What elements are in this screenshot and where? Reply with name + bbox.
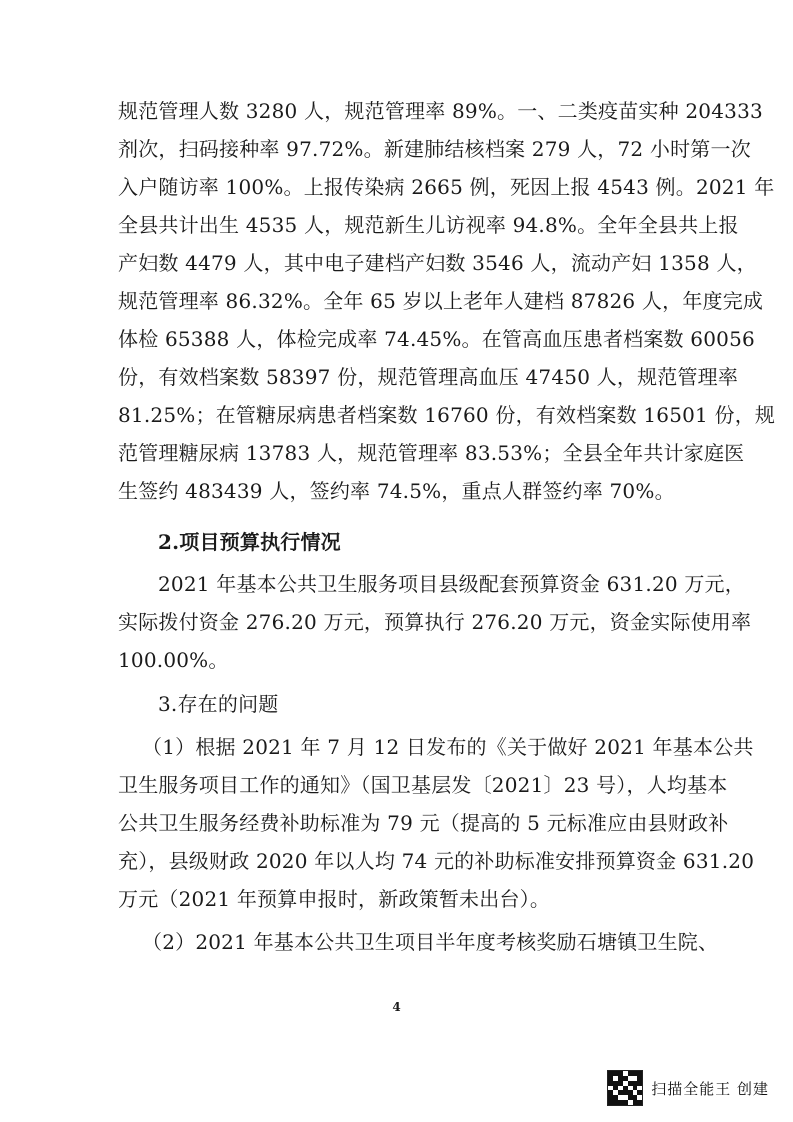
paragraph-line: 范管理糖尿病 13783 人，规范管理率 83.53%；全县全年共计家庭医 [118,441,745,465]
paragraph-line: 全县共计出生 4535 人，规范新生儿访视率 94.8%。全年全县共上报 [118,213,739,237]
watermark-text: 扫描全能王 创建 [651,1079,769,1098]
page-number: 4 [392,1000,401,1014]
paragraph-line: （1）根据 2021 年 7 月 12 日发布的《关于做好 2021 年基本公共 [142,735,754,759]
paragraph-line: 规范管理率 86.32%。全年 65 岁以上老年人建档 87826 人，年度完成 [118,289,764,313]
paragraph-line: 产妇数 4479 人，其中电子建档产妇数 3546 人，流动产妇 1358 人， [118,251,757,275]
paragraph-line: 生签约 483439 人，签约率 74.5%，重点人群签约率 70%。 [118,479,675,503]
section-heading: 3.存在的问题 [158,692,279,716]
section-heading: 2.项目预算执行情况 [158,530,341,554]
paragraph-line: 2021 年基本公共卫生服务项目县级配套预算资金 631.20 万元， [158,572,745,596]
paragraph-line: 实际拨付资金 276.20 万元，预算执行 276.20 万元，资金实际使用率 [118,610,752,634]
paragraph-line: 体检 65388 人，体检完成率 74.45%。在管高血压患者档案数 60056 [118,327,755,351]
scanner-watermark [607,1070,769,1106]
paragraph-line: 规范管理人数 3280 人，规范管理率 89%。一、二类疫苗实种 204333 [118,99,763,123]
paragraph-line: 100.00%。 [118,648,229,672]
paragraph-line: 充），县级财政 2020 年以人均 74 元的补助标准安排预算资金 631.20 [118,849,755,873]
qr-code-icon [607,1070,643,1106]
paragraph-line: 份，有效档案数 58397 份，规范管理高血压 47450 人，规范管理率 [118,365,739,389]
paragraph-line: 81.25%；在管糖尿病患者档案数 16760 份，有效档案数 16501 份，规 [118,403,776,427]
paragraph-line: 入户随访率 100%。上报传染病 2665 例，死因上报 4543 例。2021 年 [118,175,775,199]
paragraph-line: 公共卫生服务经费补助标准为 79 元（提高的 5 元标准应由县财政补 [118,811,729,835]
paragraph-line: 剂次，扫码接种率 97.72%。新建肺结核档案 279 人，72 小时第一次 [118,137,751,161]
paragraph-line: （2）2021 年基本公共卫生项目半年度考核奖励石塘镇卫生院、 [142,930,719,954]
paragraph-line: 卫生服务项目工作的通知》（国卫基层发〔2021〕23 号），人均基本 [118,773,728,797]
paragraph-line: 万元（2021 年预算申报时，新政策暂未出台）。 [118,887,551,911]
